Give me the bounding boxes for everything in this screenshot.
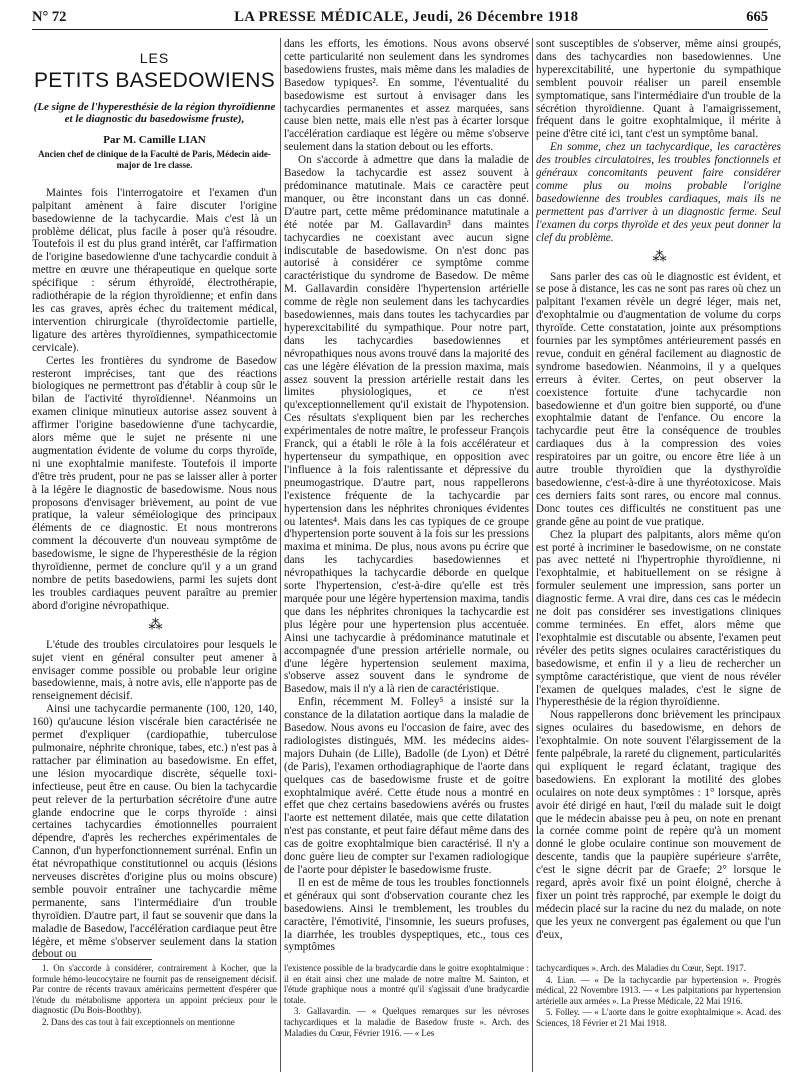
column-divider (280, 38, 281, 1072)
paragraph: Nous rappellerons donc brièvement les principaux signes oculaires du basedowisme, en dehors de l'exophtalmie. On note souvent l'élargissement de la fente palpébrale, la rareté du clignement, particularités qui expliquent le regard éclatant, tragique des basedowiens. En explorant la motilité des globes oculaires on note deux symptômes : 1° lorsque, après avoir été dirigé en haut, l'œil du malade suit le doigt que le médecin abaisse peu à peu, on note en prenant la cornée comme point de repère qu'à un moment donné le globe oculaire continue son mouvement de descente, tandis que la paupière supérieure s'arrête, c'est le signe décrit par de Graefe; 2° lorsque le regard, après avoir fixé un point éloigné, cherche à fixer un point très rapproché, par exemple le doigt du médecin placé sur la racine du nez du malade, on note que les yeux ne convergent pas également ou que l'un d'eux, (536, 709, 781, 941)
paragraph: Ainsi une tachycardie permanente (100, 120, 140, 160) qu'aucune lésion viscérale bien caractérisée ne permet d'expliquer (cardiopathie, tuberculose pulmonaire, néphrite chronique, tabes, etc.) n'est pas à rattacher par élimination au basedowisme. En effet, une lésion myocardique discrète, séquelle toxi-infectieuse, peut être en cause. Ou bien la tachycardie peut relever de la perturbation sécrétoire d'une autre glande endocrine que le corps thyroïde : ainsi certaines tachycardies émotionnelles pourraient dépendre, d'après les recherches expérimentales de Cannon, d'un hyperfonctionnement surrénal. Enfin un état névropathique constitutionnel ou acquis (lésions nerveuses discrètes d'origine plus ou moins obscure) semble pouvoir entraîner une tachycardie même permanente, sans l'intermédiaire d'un trouble thyroïdien. D'autre part, il faut se souvenir que dans la maladie de Basedow, l'accélération cardiaque peut être légère, et même s'observer seulement dans la station debout ou (32, 703, 277, 960)
paragraph: Il en est de même de tous les troubles fonctionnels et généraux qui sont d'observation courante chez les basedowiens. Ainsi le tremblement, les troubles du caractère, l'émotivité, l'insomnie, les sueurs profuses, la diarrhée, les troubles dyspeptiques, etc., tous ces symptômes (284, 876, 529, 954)
paragraph: dans les efforts, les émotions. Nous avons observé cette particularité non seulement dans les syndromes basedowiens frustes, mais même dans les maladies de Basedow typiques². En somme, l'éventualité du basedowisme est surtout à envisager dans les tachycardies permanentes et assez marquées, sans cause bien nette, mais elle n'est pas à écarter lorsque l'accélération cardiaque est légère ou même s'observe seulement dans la station debout ou les efforts. (284, 38, 529, 154)
footnotes-column-3 (536, 963, 781, 1073)
section-separator: ⁂ (652, 249, 665, 265)
issue-number: N° 72 (32, 9, 67, 25)
paragraph: Enfin, récemment M. Folley⁵ a insisté sur la constance de la dilatation aortique dans la maladie de Basedow. Nous avons eu l'occasion de faire, avec des radiologistes distingués, MM. les médecins aides-majors Duhain (de Lille), Badolle (de Lyon) et Détré (de Paris), l'examen orthodiagraphique de l'aorte dans quelques cas de basedowisme fruste et de goitre exophtalmique avéré. Cette étude nous a montré en effet que chez certains basedowiens avérés ou frustes l'aorte est nettement dilatée, mais que cette dilatation n'est pas constante, et peut faire défaut même dans des cas de goitre exophtalmique bien caractérisé. Il n'y a donc guère lieu de compter sur l'examen radiologique de l'aorte pour dépister le basedowisme fruste. (284, 696, 529, 876)
summary-paragraph: En somme, chez un tachycardique, les caractères des troubles circulatoires, les troubles fonctionnels et généraux concomitants peuvent faire considérer comme plus ou moins probable l'origine basedowienne des troubles cardiaques, mais ils ne permettent pas d'arriver à un diagnostic ferme. Seul l'examen du corps thyroïde et des yeux peut donner la clef du problème. (536, 141, 781, 244)
column-divider (532, 38, 533, 1072)
journal-title-line (234, 9, 578, 26)
author-byline: Par M. Camille LIAN (103, 133, 206, 146)
text-column-3 (536, 38, 781, 962)
journal-name: LA PRESSE MÉDICALE, (234, 9, 409, 25)
article-title-prefix: LES (139, 50, 170, 66)
footnotes-column-1 (32, 963, 277, 1073)
paragraph: Certes les frontières du syndrome de Basedow resteront imprécises, tant que des réactions biologiques ne permettront pas d'établir à coup sûr le bilan de l'activité thyroïdienne¹. Néanmoins un examen clinique minutieux autorise assez souvent à affirmer l'origine basedowienne d'une tachycardie, alors même que le sujet ne présente ni une augmentation évidente de volume du corps thyroïde, ni une exophtalmie manifeste. Toutefois il importe d'être très prudent, pour ne pas se laisser aller à porter à la légère le diagnostic de basedowisme. Nous nous proposons d'envisager brièvement, au point de vue pratique, la valeur séméiologique des principaux éléments de ce diagnostic. Et nous montrerons comment la découverte d'un nouveau symptôme de basedowisme, le signe de l'hyperesthésie de la région thyroïdienne, permet de conclure qu'il y a un grand nombre de petits basedowiens, parmi les sujets dont les troubles cardiaques peuvent paraître au premier abord d'origine névropathique. (32, 354, 277, 612)
paragraph: L'étude des troubles circulatoires pour lesquels le sujet vient en général consulter peut amener à envisager comme possible ou probable leur origine basedowienne, mais, à notre avis, elle n'apporte pas de renseignement décisif. (32, 638, 277, 703)
footnote: 3. Gallavardin. — « Quelques remarques sur les névroses tachycardiques et la maladie de Basedow fruste ». Arch. des Maladies du Cœur, Février 1916. — « Les (284, 1006, 529, 1038)
paragraph: On s'accorde à admettre que dans la maladie de Basedow la tachycardie est assez souvent à prédominance matutinale. Mais ce caractère peut manquer, ou être inconstant dans un cas donné. D'autre part, cette même prédominance matutinale a été notée par M. Gallavardin³ dans maintes tachycardies ne coexistant avec aucun signe indiscutable de basedowisme. On n'est donc pas autorisé à considérer ce symptôme comme caractéristique du syndrome de Basedow. De même M. Gallavardin considère l'hypertension artérielle comme de règle non seulement dans les tachycardies basedowiennes, mais dans toutes les tachycardies par hyperexcitabilité du sympathique. Pour notre part, dans les tachycardies basedowiennes et névropathiques nous avons trouvé dans la majorité des cas une légère élévation de la pression maxima, mais assez souvent la pression artérielle restait dans les limites physiologiques, et ce n'est qu'exceptionnellement qu'il existait de l'hypotension. Ces résultats s'expliquent bien par les recherches expérimentales de notre maître, le professeur François Franck, qui a établi le rôle à la fois accélérateur et hypertenseur du sympathique, en opposition avec l'influence à la fois ralentissante et dépressive du pneumogastrique. D'autre part, nous rappellerons l'existence fréquente de la tachycardie par hypertension dans les néphrites chroniques évidentes ou latentes⁴. Mais dans les cas typiques de ce groupe d'hypertension porte souvent à la fois sur les pressions maxima et minima. De plus, nous avons pu écrire que dans les tachycardies basedowiennes et névropathiques la tachycardie déborde en quelque sorte l'hypertension, c'est-à-dire qu'elle est très marquée pour une légère hypertension maxima, tandis que dans les néphrites chroniques la tachycardie est plus légère pour une hypertension plus accentuée. Ainsi une tachycardie à prédominance matutinale et accompagnée d'une pression artérielle normale, ou d'une légère hypertension seulement maxima, s'observe assez souvent dans le syndrome de Basedow, mais il n'y a là rien de caractéristique. (284, 154, 529, 696)
footnote: 2. Dans des cas tout à fait exceptionnels on mentionne (42, 1016, 235, 1027)
footnote: 4. Lian. — « De la tachycardie par hypertension ». Progrès médical, 22 Novembre 1913. — « Les palpitations par hypertension artérielle aux armées ». La Presse Médicale, 22 Mai 1916. (536, 974, 781, 1006)
paragraph: Maintes fois l'interrogatoire et l'examen d'un palpitant amènent à faire discuter l'origine basedowienne de la tachycardie. Mais c'est là un problème délicat, plus facile à poser qu'à résoudre. Toutefois il est du plus grand intérêt, car l'affirmation de l'origine basedowienne d'une tachycardie conduit à mettre en œuvre une thérapeutique en quelque sorte spécifique : sérum éthyroïdé, électrothérapie, radiothérapie de la région thyroïdienne; et enfin dans les cas graves, après échec du traitement médical, intervention chirurgicale (thyroïdectomie partielle, ligature des artères thyroïdiennes, sympathicectomie cervicale). (32, 186, 277, 354)
footnote: 5. Folley. — « L'aorte dans le goitre exophtalmique ». Acad. des Sciences, 18 Février et 21 Mai 1918. (536, 1007, 781, 1028)
footnote-rule (32, 959, 152, 960)
text-column-2 (284, 38, 529, 962)
footnote: 1. On s'accorde à considérer, contrairement à Kocher, que la formule hémo-leucocytaire ne fournit pas de renseignement décisif. Par contre de récents travaux américains permettent d'espérer que l'étude du métabolisme apportera un appoint précieux pour le diagnostic (Du Bois-Boothby). (32, 963, 277, 1016)
running-header (32, 9, 768, 29)
text-column-1 (32, 38, 277, 960)
article-title: PETITS BASEDOWIENS (33, 68, 276, 92)
footnote: l'existence possible de la bradycardie dans le goitre exophtalmique : il en était ainsi chez une malade de notre maître M. Sainton, et l'étude graphique nous a montré qu'il s'agissait d'une bradycardie totale. (284, 963, 529, 1005)
footnote: tachycardiques ». Arch. des Maladies du Cœur, Sept. 1917. (536, 963, 746, 973)
article-subtitle: (Le signe de l'hyperesthésie de la région thyroïdienne et le diagnostic du basedowisme fruste), (33, 100, 276, 126)
page-number: 665 (746, 9, 768, 25)
paragraph: sont susceptibles de s'observer, même ainsi groupés, dans des tachycardies non basedowiennes. Une hyperexcitabilité, une hypertonie du sympathique semblent pouvoir réaliser un pareil ensemble symptomatique, sans l'intermédiaire d'un trouble de la sécrétion thyroïdienne. Quant à l'amaigrissement, fréquent dans le goitre exophtalmique, il mérite à peine d'être cité ici, tant c'est un symptôme banal. (536, 38, 781, 141)
section-separator: ⁂ (148, 617, 161, 633)
paragraph: Chez la plupart des palpitants, alors même qu'on est porté à incriminer le basedowisme, on ne constate pas avec netteté ni l'hypertrophie thyroïdienne, ni l'exophtalmie, et habituellement on se résigne à formuler seulement une impression, sans porter un diagnostic ferme. A vrai dire, dans ces cas le médecin ne doit pas considérer ses investigations cliniques comme terminées. En effet, alors même que l'exophtalmie est discutable ou absente, l'examen peut révéler des petits signes oculaires caractéristiques du basedowisme, et enfin il y a lieu de rechercher un symptôme caractéristique, que vient de nous révéler l'examen de quelques malades, c'est le signe de l'hyperesthésie de la région thyroïdienne. (536, 528, 781, 709)
header-rule (32, 29, 768, 30)
article-body (32, 187, 277, 960)
issue-date: Jeudi, 26 Décembre 1918 (412, 9, 579, 25)
footnotes-column-2 (284, 963, 529, 1073)
paragraph: Sans parler des cas où le diagnostic est évident, et se pose à distance, les cas ne sont pas rares où chez un palpitant l'examen révèle un degré léger, mais net, d'exophtalmie ou d'augmentation de volume du corps thyroïde. Cette constatation, jointe aux présomptions fournies par les symptômes antérieurement passés en revue, conduit en général facilement au diagnostic de syndrome basedowien. Néanmoins, il y a quelques erreurs à éviter. Certes, on peut observer la coexistence fortuite d'une tachycardie non basedowienne et d'un goitre bien supporté, ou d'une exophtalmie datant de l'enfance. Ou encore la tachycardie peut être la conséquence de troubles cardiaques dus à la compression des voies respiratoires par un goitre, ou encore être liée à un autre trouble thyroïdien que la dysthyroïdie basedowienne, c'est-à-dire à une thyréotoxicose. Mais ces derniers faits sont rares, ou encore mal connus. Donc toutes ces difficultés ne constituent pas une grande gêne au point de vue pratique. (536, 270, 781, 528)
author-affiliation: Ancien chef de clinique de la Faculté de Paris, Médecin aide-major de 1re classe. (38, 148, 271, 170)
